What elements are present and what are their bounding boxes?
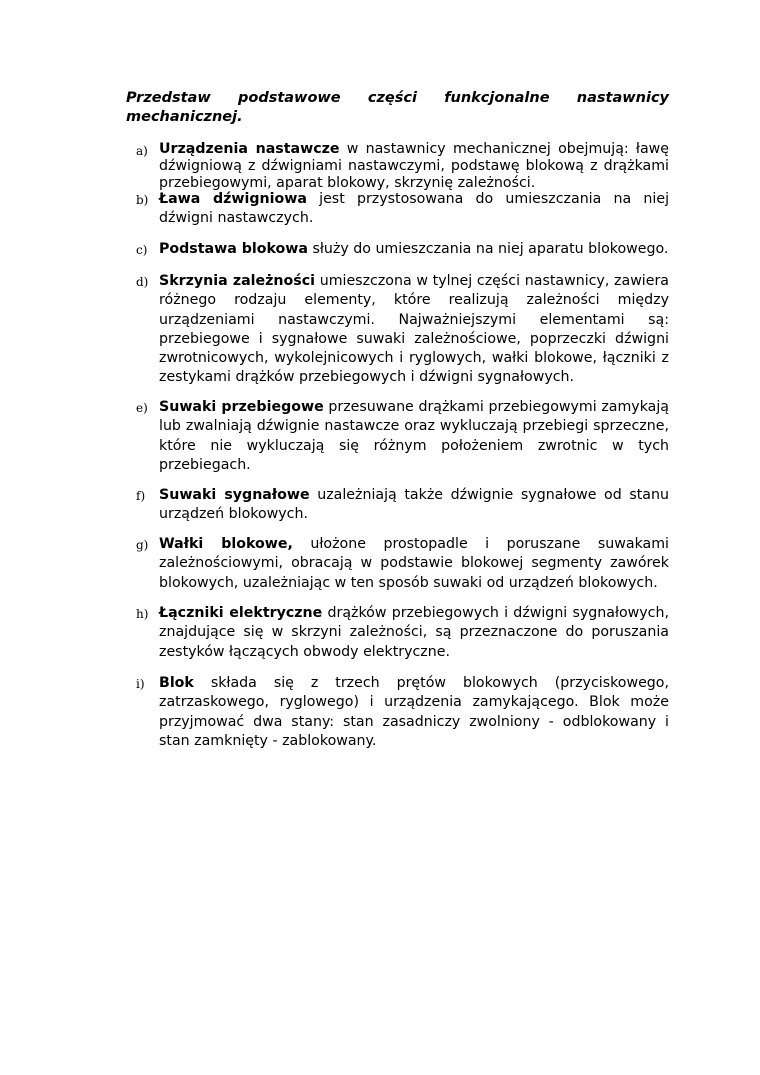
list-marker: c) [136,243,148,257]
item-term: Ława dźwigniowa [159,191,307,207]
list-marker: e) [136,401,148,415]
item-description: uzależniają także dźwignie sygnałowe od stanu urządzeń blokowych. [159,487,669,523]
list-marker: b) [136,193,149,207]
list-marker: d) [136,275,149,289]
item-term: Wałki blokowe, [159,536,293,552]
list-marker: h) [136,607,149,621]
item-description: składa się z trzech prętów blokowych (przyciskowego, zatrzaskowego, ryglowego) i urządzenia zamykającego. Blok może przyjmować dwa stany: stan zasadniczy zwolniony - odblokowany i stan zamknięty - zablokowany. [159,675,669,749]
item-description: w nastawnicy mechanicznej obejmują: ławę dźwigniową z dźwigniami nastawczymi, podstawę blokową z drążkami przebiegowymi, aparat blokowy, skrzynię zależności. [159,141,669,191]
item-term: Skrzynia zależności [159,273,315,289]
item-term: Suwaki sygnałowe [159,487,310,503]
list-item-text [159,240,669,259]
heading-line-2: mechanicznej. [126,109,243,125]
list-marker: f) [136,489,146,503]
heading-line-1: Przedstaw podstawowe części funkcjonalne nastawnicy [126,90,669,106]
item-description: jest przystosowana do umieszczania na niej dźwigni nastawczych. [159,191,670,227]
list-marker: g) [136,538,149,552]
item-description: ułożone prostopadle i poruszane suwakami zależnościowymi, obracają w podstawie blokowej segmenty zawórek blokowych, uzależniając w ten sposób suwaki od urządzeń blokowych. [159,536,669,591]
list-marker: a) [136,144,148,158]
list-item-text [159,674,669,751]
list-item-text [159,604,669,662]
list-item-text [159,141,669,192]
item-description: umieszczona w tylnej części nastawnicy, zawiera różnego rodzaju elementy, które realizują zależności między urządzeniami nastawczymi. Najważniejszymi elementami są: przebiegowe i sygnałowe suwaki zależnościowe, poprzeczki dźwigni zwrotnicowych, wykolejnicowych i ryglowych, wałki blokowe, łączniki z zestykami drążków przebiegowych i dźwigni sygnałowych. [159,273,669,386]
item-term: Blok [159,675,194,691]
question-heading [126,89,669,127]
item-term: Suwaki przebiegowe [159,399,324,415]
item-term: Podstawa blokowa [159,241,308,257]
list-item-text [159,535,669,593]
list-item-text [159,190,669,229]
item-description: przesuwane drążkami przebiegowymi zamykają lub zwalniają dźwignie nastawcze oraz wykluczają przebiegi sprzeczne, które nie wykluczają się różnym położeniem zwrotnic w tych przebiegach. [159,399,669,473]
list-item-text [159,486,669,525]
item-term: Urządzenia nastawcze [159,141,340,157]
item-term: Łączniki elektryczne [159,605,323,621]
item-description: drążków przebiegowych i dźwigni sygnałowych, znajdujące się w skrzyni zależności, są przeznaczone do poruszania zestyków łączących obwody elektryczne. [159,605,669,660]
list-item-text [159,272,669,388]
list-item-text [159,398,669,475]
list-marker: i) [136,677,145,691]
item-description: służy do umieszczania na niej aparatu blokowego. [307,241,669,257]
